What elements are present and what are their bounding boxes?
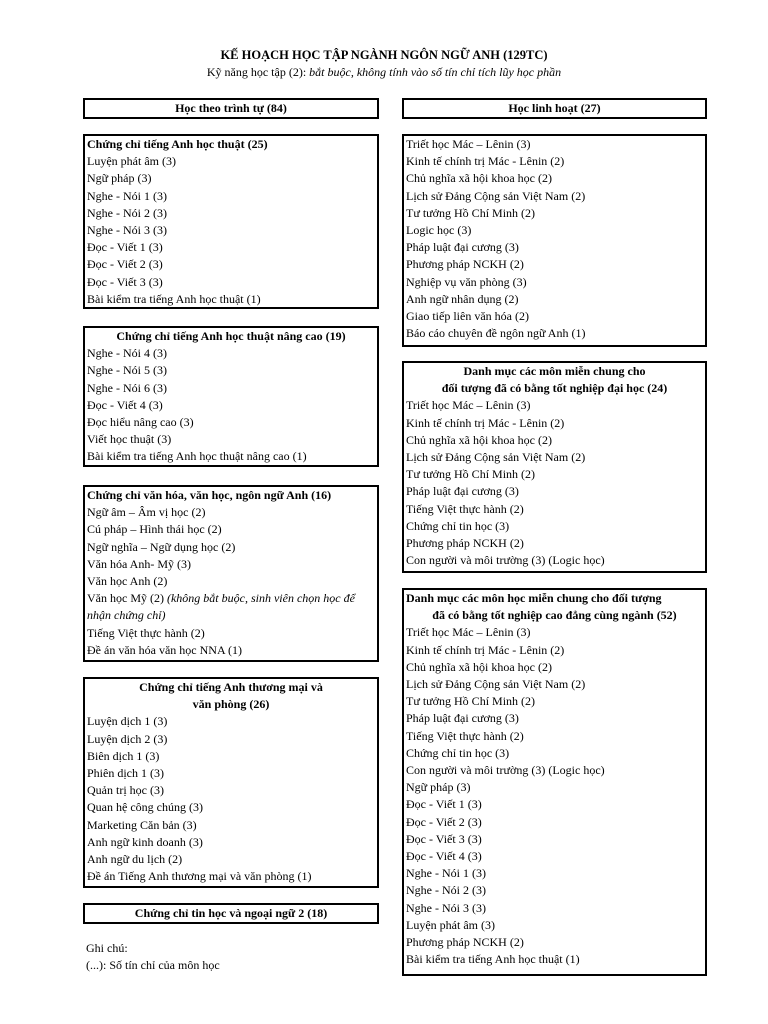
sequential-header-box — [83, 98, 379, 119]
flexible-header: Học linh hoạt (27) — [508, 101, 601, 115]
list-item: Phương pháp NCKH (2) — [406, 536, 524, 551]
list-item: Đọc - Viết 4 (3) — [406, 849, 482, 864]
academic-english-list — [87, 153, 375, 308]
list-item: Tiếng Việt thực hành (2) — [87, 625, 205, 640]
culture-list — [87, 504, 375, 590]
list-item: Pháp luật đại cương (3) — [406, 711, 519, 726]
list-item: Logic học (3) — [406, 223, 472, 238]
list-item: Nghe - Nói 2 (3) — [406, 883, 486, 898]
list-item: Luyện dịch 2 (3) — [87, 731, 168, 746]
list-item: Pháp luật đại cương (3) — [406, 484, 519, 499]
academic-english-title: Chứng chỉ tiếng Anh học thuật (25) — [87, 137, 268, 151]
notes-text: (...): Số tín chỉ của môn học — [86, 958, 220, 972]
list-item: Đề án Tiếng Anh thương mại và văn phòng (1) — [87, 869, 312, 884]
advanced-english-list — [87, 345, 375, 465]
list-item: Phiên dịch 1 (3) — [87, 766, 164, 781]
list-item: Viết học thuật (3) — [87, 432, 172, 447]
list-item: Nghiệp vụ văn phòng (3) — [406, 274, 527, 289]
list-item: Kinh tế chính trị Mác - Lênin (2) — [406, 642, 565, 657]
exempt-university-list — [406, 397, 703, 569]
advanced-english-title: Chứng chỉ tiếng Anh học thuật nâng cao (19) — [116, 329, 346, 343]
list-item: Nghe - Nói 3 (3) — [406, 900, 486, 915]
list-item: Báo cáo chuyên đề ngôn ngữ Anh (1) — [406, 326, 586, 341]
list-item: Đọc - Viết 3 (3) — [406, 831, 482, 846]
business-english-box — [83, 677, 379, 888]
list-item: Chủ nghĩa xã hội khoa học (2) — [406, 659, 552, 674]
list-item: Đề án văn hóa văn học NNA (1) — [87, 642, 242, 657]
list-item: Chủ nghĩa xã hội khoa học (2) — [406, 432, 552, 447]
us-literature-note: (không bắt buộc, sinh viên chọn học để nhận chứng chỉ) — [87, 591, 355, 623]
list-item: Tiếng Việt thực hành (2) — [406, 728, 524, 743]
list-item: Triết học Mác – Lênin (3) — [406, 137, 531, 151]
business-english-title-line1: Chứng chỉ tiếng Anh thương mại và — [139, 680, 323, 694]
list-item: Chủ nghĩa xã hội khoa học (2) — [406, 171, 552, 186]
list-item: Ngữ pháp (3) — [406, 780, 471, 795]
list-item: Con người và môi trường (3) (Logic học) — [406, 553, 605, 568]
document-subtitle — [0, 65, 768, 80]
list-item: Đọc - Viết 4 (3) — [87, 397, 163, 412]
exempt-university-title-line2: đối tượng đã có bằng tốt nghiệp đại học (24) — [441, 381, 668, 396]
business-english-list — [87, 713, 375, 885]
list-item: Anh ngữ nhân dụng (2) — [406, 291, 519, 306]
list-item: Nghe - Nói 1 (3) — [406, 866, 486, 881]
list-item: Nghe - Nói 4 (3) — [87, 346, 167, 361]
list-item: Biên dịch 1 (3) — [87, 748, 160, 763]
list-item: Đọc - Viết 1 (3) — [87, 240, 163, 255]
list-item: Đọc - Viết 2 (3) — [406, 814, 482, 829]
list-item: Đọc - Viết 2 (3) — [87, 257, 163, 272]
notes-heading: Ghi chú: — [86, 941, 128, 955]
sequential-header: Học theo trình tự (84) — [175, 101, 287, 115]
list-item: Nghe - Nói 3 (3) — [87, 223, 167, 238]
list-item: Chứng chỉ tin học (3) — [406, 745, 510, 760]
flexible-box — [402, 134, 707, 347]
list-item: Luyện phát âm (3) — [87, 154, 176, 169]
academic-english-box — [83, 134, 379, 309]
culture-title: Chứng chỉ văn hóa, văn học, ngôn ngữ Anh (16) — [87, 488, 332, 502]
list-item: Phương pháp NCKH (2) — [406, 257, 524, 272]
list-item: Anh ngữ du lịch (2) — [87, 852, 183, 867]
it-language-title: Chứng chỉ tin học và ngoại ngữ 2 (18) — [134, 906, 328, 920]
list-item: Nghe - Nói 1 (3) — [87, 188, 167, 203]
list-item: Ngữ nghĩa – Ngữ dụng học (2) — [87, 539, 236, 554]
list-item: Ngữ âm – Âm vị học (2) — [87, 505, 206, 520]
document-title: KẾ HOẠCH HỌC TẬP NGÀNH NGÔN NGỮ ANH (129TC) — [220, 48, 548, 62]
list-item: Đọc - Viết 3 (3) — [87, 274, 163, 289]
list-item: Đọc - Viết 1 (3) — [406, 797, 482, 812]
list-item: Ngữ pháp (3) — [87, 171, 152, 186]
list-item: Con người và môi trường (3) (Logic học) — [406, 763, 605, 778]
business-english-title-line2: văn phòng (26) — [192, 697, 270, 712]
list-item: Bài kiểm tra tiếng Anh học thuật (1) — [87, 291, 261, 306]
exempt-college-title-line2: đã có bằng tốt nghiệp cao đẳng cùng ngành (52) — [432, 608, 677, 623]
exempt-college-box — [402, 588, 707, 976]
list-item: Pháp luật đại cương (3) — [406, 240, 519, 255]
list-item: Tư tưởng Hồ Chí Minh (2) — [406, 694, 536, 709]
list-item: Lịch sử Đảng Cộng sản Việt Nam (2) — [406, 188, 586, 203]
list-item: Văn hóa Anh- Mỹ (3) — [87, 556, 191, 571]
list-item: Luyện phát âm (3) — [406, 917, 495, 932]
list-item: Quản trị học (3) — [87, 783, 164, 798]
culture-list-end — [87, 625, 375, 659]
list-item: Tư tưởng Hồ Chí Minh (2) — [406, 467, 536, 482]
list-item: Tư tưởng Hồ Chí Minh (2) — [406, 205, 536, 220]
list-item: Marketing Căn bản (3) — [87, 817, 197, 832]
list-item: Bài kiểm tra tiếng Anh học thuật nâng cao (1) — [87, 449, 307, 464]
exempt-college-title-line1: Danh mục các môn học miễn chung cho đối tượng — [406, 591, 662, 605]
list-item: Chứng chỉ tin học (3) — [406, 518, 510, 533]
list-item: Kinh tế chính trị Mác - Lênin (2) — [406, 154, 565, 169]
list-item: Giao tiếp liên văn hóa (2) — [406, 309, 529, 324]
list-item: Lịch sử Đảng Cộng sản Việt Nam (2) — [406, 677, 586, 692]
subtitle-prefix: Kỹ năng học tập (2): — [206, 65, 310, 79]
flexible-header-box — [402, 98, 707, 119]
list-item: Nghe - Nói 6 (3) — [87, 380, 167, 395]
list-item: Nghe - Nói 2 (3) — [87, 205, 167, 220]
exempt-university-title-line1: Danh mục các môn miễn chung cho — [463, 364, 646, 378]
notes — [86, 940, 220, 974]
list-item: Bài kiểm tra tiếng Anh học thuật (1) — [406, 952, 580, 967]
us-literature-label: Văn học Mỹ (2) — [87, 591, 167, 606]
list-item: Phương pháp NCKH (2) — [406, 935, 524, 950]
list-item: Quan hệ công chúng (3) — [87, 800, 203, 815]
exempt-college-list — [406, 624, 703, 968]
list-item: Luyện dịch 1 (3) — [87, 714, 168, 729]
list-item: Kinh tế chính trị Mác - Lênin (2) — [406, 415, 565, 430]
list-item: Lịch sử Đảng Cộng sản Việt Nam (2) — [406, 450, 586, 465]
list-item: Văn học Anh (2) — [87, 574, 168, 589]
culture-box — [83, 485, 379, 662]
list-item: Tiếng Việt thực hành (2) — [406, 501, 524, 516]
advanced-english-box — [83, 326, 379, 467]
list-item: Triết học Mác – Lênin (3) — [406, 398, 531, 413]
flexible-list — [406, 136, 703, 342]
list-item: Đọc hiểu nâng cao (3) — [87, 415, 194, 430]
subtitle-note: bắt buộc, không tính vào số tín chỉ tích lũy học phần — [309, 65, 562, 79]
list-item: Triết học Mác – Lênin (3) — [406, 625, 531, 640]
exempt-university-box — [402, 361, 707, 573]
list-item: Nghe - Nói 5 (3) — [87, 363, 167, 378]
list-item: Cú pháp – Hình thái học (2) — [87, 522, 222, 537]
list-item-us-literature — [87, 590, 375, 624]
list-item: Anh ngữ kinh doanh (3) — [87, 834, 203, 849]
it-language-box — [83, 903, 379, 924]
